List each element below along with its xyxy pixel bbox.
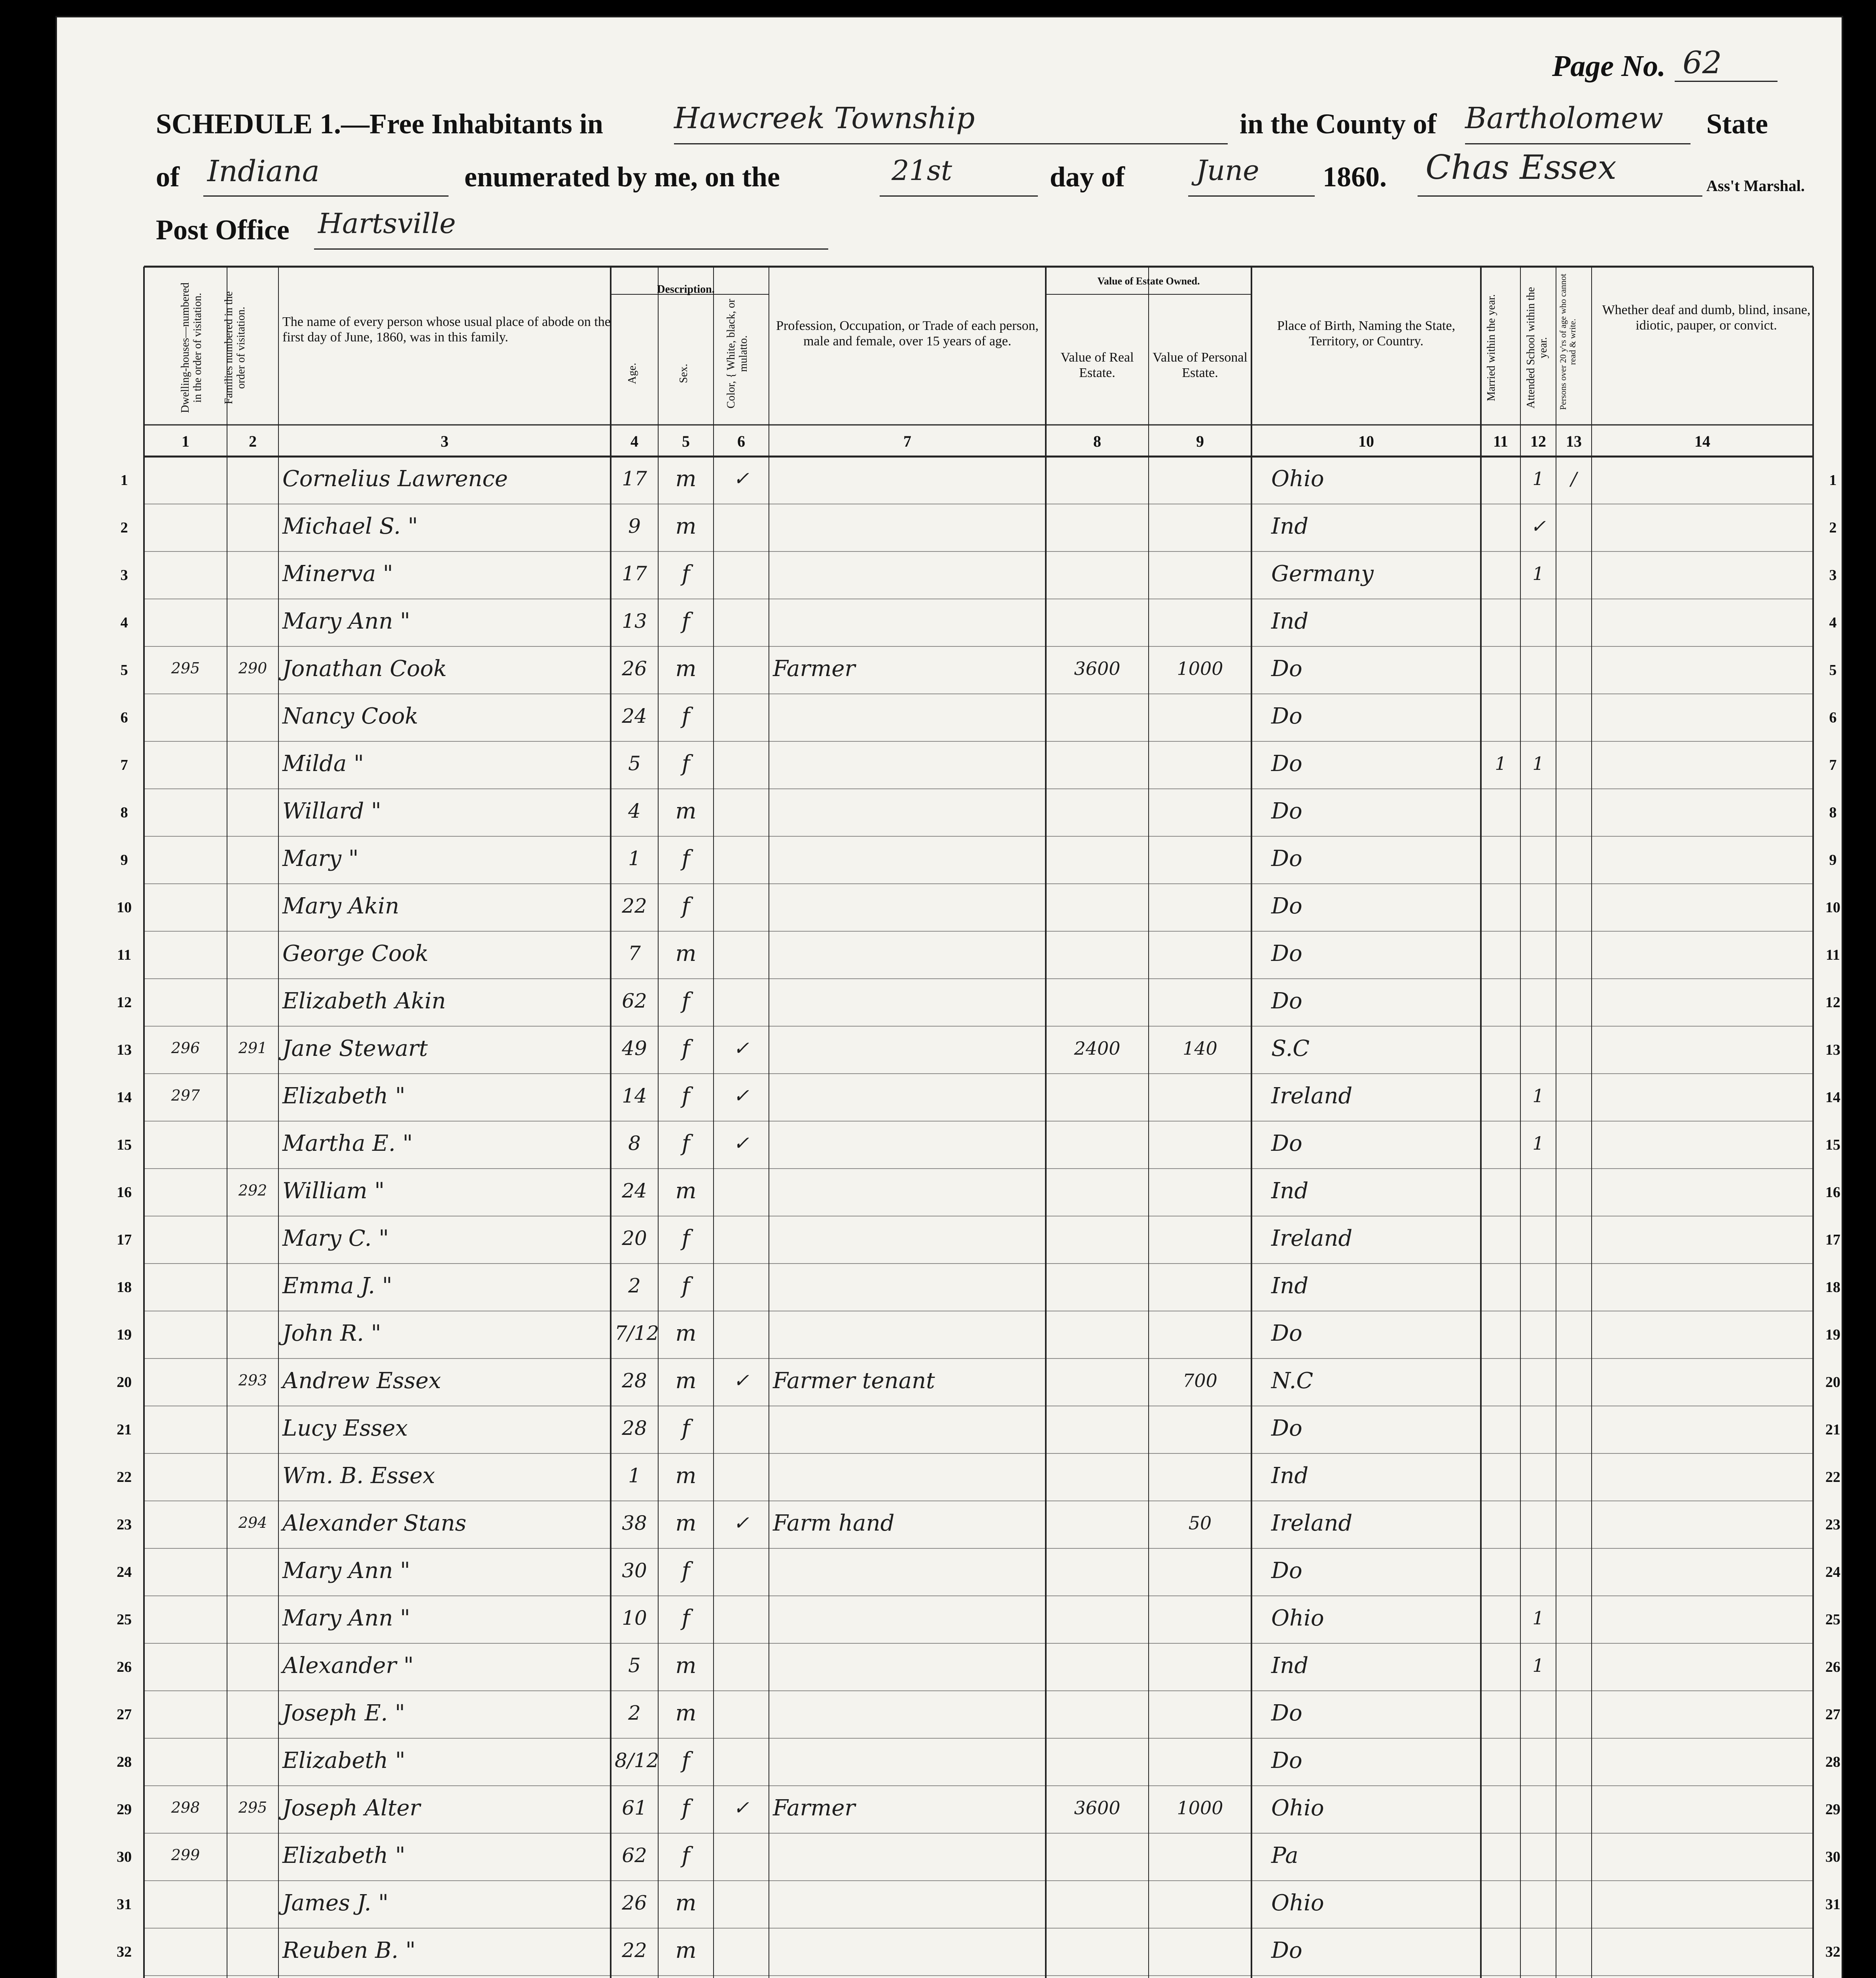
age: 2 xyxy=(628,1274,641,1297)
row-number-right: 19 xyxy=(1825,1326,1840,1343)
column-number-11: 11 xyxy=(1493,432,1508,450)
row-number-left: 11 xyxy=(117,947,131,963)
row-number-left: 18 xyxy=(117,1279,132,1296)
birthplace: Ind xyxy=(1271,608,1309,634)
sex: f xyxy=(681,988,690,1014)
row-number-left: 10 xyxy=(117,899,132,916)
school-mark: 1 xyxy=(1532,1085,1544,1106)
person-name: Mary Akin xyxy=(282,893,399,919)
row-number-left: 7 xyxy=(120,757,128,773)
post-office: Hartsville xyxy=(318,207,456,240)
age: 7/12 xyxy=(615,1322,659,1345)
school-mark: 1 xyxy=(1532,753,1544,774)
sex: f xyxy=(681,751,690,777)
real-estate-value: 3600 xyxy=(1074,658,1121,679)
birthplace: Do xyxy=(1271,1131,1302,1156)
age: 13 xyxy=(622,610,647,633)
school-mark: 1 xyxy=(1532,1607,1544,1629)
row-number-right: 5 xyxy=(1829,662,1837,678)
age: 24 xyxy=(622,1179,647,1202)
real-estate-value: 2400 xyxy=(1074,1038,1121,1059)
family-number: 294 xyxy=(238,1514,267,1531)
row-number-right: 23 xyxy=(1825,1516,1840,1533)
sex: f xyxy=(681,561,690,587)
col-header-1: Dwelling-houses—numbered in the order of visitation. xyxy=(179,282,204,413)
birthplace: Ireland xyxy=(1271,1083,1353,1109)
row-number-right: 20 xyxy=(1825,1374,1840,1391)
birthplace: Ohio xyxy=(1271,1605,1324,1631)
color-mark: ✓ xyxy=(733,1132,750,1154)
col-header-7: Profession, Occupation, or Trade of each person, male and female, over 15 years of age. xyxy=(776,318,1039,349)
row-number-right: 26 xyxy=(1825,1659,1840,1675)
family-number: 293 xyxy=(238,1372,267,1389)
birthplace: Do xyxy=(1271,751,1302,777)
person-name: Cornelius Lawrence xyxy=(282,466,508,492)
marshal-signature: Chas Essex xyxy=(1425,148,1617,187)
row-number-left: 19 xyxy=(117,1326,132,1343)
row-number-left: 8 xyxy=(120,804,128,821)
family-number: 291 xyxy=(238,1039,267,1057)
year-label: 1860. xyxy=(1323,161,1387,193)
row-number-left: 3 xyxy=(120,567,128,584)
col-header-5: Sex. xyxy=(678,364,690,383)
row-number-right: 30 xyxy=(1825,1849,1840,1865)
row-number-left: 9 xyxy=(120,852,128,868)
dwelling-number: 295 xyxy=(171,659,200,677)
age: 1 xyxy=(628,1464,641,1487)
row-number-left: 21 xyxy=(117,1421,132,1438)
row-number-right: 22 xyxy=(1825,1469,1840,1485)
column-number-9: 9 xyxy=(1196,432,1204,450)
sex: m xyxy=(675,1321,697,1346)
column-number-7: 7 xyxy=(903,432,911,450)
birthplace: Ind xyxy=(1271,1273,1309,1299)
age: 22 xyxy=(622,894,647,917)
person-name: James J. " xyxy=(282,1890,389,1916)
sex: m xyxy=(675,1653,697,1679)
person-name: William " xyxy=(282,1178,385,1204)
col-header-11: Married within the year. xyxy=(1485,294,1497,402)
sex: m xyxy=(675,656,697,682)
column-number-3: 3 xyxy=(441,432,449,450)
row-number-left: 26 xyxy=(117,1659,132,1675)
occupation: Farmer xyxy=(773,656,856,682)
column-number-10: 10 xyxy=(1358,432,1374,450)
age: 24 xyxy=(622,705,647,728)
birthplace: Do xyxy=(1271,1700,1302,1726)
column-number-12: 12 xyxy=(1530,432,1546,450)
asst-marshal-label: Ass't Marshal. xyxy=(1706,177,1805,195)
age: 38 xyxy=(622,1512,647,1535)
row-number-left: 30 xyxy=(117,1849,132,1865)
of-label: of xyxy=(156,161,180,193)
row-number-left: 6 xyxy=(120,709,128,726)
col-header-8: Value of Real Estate. xyxy=(1060,350,1134,381)
sex: f xyxy=(681,893,690,919)
birthplace: Do xyxy=(1271,1938,1302,1963)
person-name: Mary Ann " xyxy=(282,608,411,634)
col-header-13: Persons over 20 y'rs of age who cannot read & write. xyxy=(1558,273,1578,410)
column-number-2: 2 xyxy=(249,432,257,450)
sex: m xyxy=(675,941,697,966)
age: 1 xyxy=(628,847,641,870)
sex: f xyxy=(681,1795,690,1821)
age: 7 xyxy=(628,942,641,965)
age: 28 xyxy=(622,1417,647,1440)
birthplace: S.C xyxy=(1271,1036,1310,1061)
enumeration-month: June xyxy=(1196,154,1259,187)
sex: m xyxy=(675,1510,697,1536)
person-name: George Cook xyxy=(282,941,429,966)
read-write-mark: / xyxy=(1571,468,1577,489)
person-name: Alexander Stans xyxy=(282,1510,467,1536)
row-number-right: 31 xyxy=(1825,1896,1840,1913)
birthplace: Ind xyxy=(1271,513,1309,539)
birthplace: Ireland xyxy=(1271,1226,1353,1251)
birthplace: Do xyxy=(1271,703,1302,729)
row-number-right: 15 xyxy=(1825,1137,1840,1153)
dwelling-number: 297 xyxy=(171,1087,200,1104)
sex: f xyxy=(681,608,690,634)
person-name: Joseph E. " xyxy=(282,1700,405,1726)
person-name: Mary " xyxy=(282,846,359,872)
state: Indiana xyxy=(207,154,320,188)
row-number-left: 4 xyxy=(120,614,128,631)
row-number-right: 6 xyxy=(1829,709,1837,726)
row-number-right: 14 xyxy=(1825,1089,1840,1106)
row-number-left: 16 xyxy=(117,1184,132,1201)
person-name: Jane Stewart xyxy=(282,1036,428,1061)
row-number-left: 29 xyxy=(117,1801,132,1818)
census-page xyxy=(55,16,1843,1978)
occupation: Farmer xyxy=(773,1795,856,1821)
person-name: Mary Ann " xyxy=(282,1558,411,1584)
personal-estate-value: 140 xyxy=(1183,1038,1217,1059)
person-name: Elizabeth " xyxy=(282,1748,405,1773)
personal-estate-value: 700 xyxy=(1183,1370,1217,1391)
school-mark: 1 xyxy=(1532,1133,1544,1154)
schedule-label: SCHEDULE 1.—Free Inhabitants in xyxy=(156,108,603,140)
row-number-left: 28 xyxy=(117,1754,132,1770)
birthplace: Ohio xyxy=(1271,1795,1324,1821)
age: 4 xyxy=(628,800,641,822)
sex: m xyxy=(675,1700,697,1726)
birthplace: Do xyxy=(1271,656,1302,682)
row-number-left: 12 xyxy=(117,994,132,1011)
married-mark: 1 xyxy=(1495,753,1507,774)
person-name: Milda " xyxy=(282,751,364,777)
color-mark: ✓ xyxy=(733,1512,750,1534)
row-number-right: 1 xyxy=(1829,472,1837,489)
row-number-right: 3 xyxy=(1829,567,1837,584)
row-number-left: 2 xyxy=(120,519,128,536)
person-name: Minerva " xyxy=(282,561,393,587)
birthplace: Ohio xyxy=(1271,466,1324,492)
row-number-right: 2 xyxy=(1829,519,1837,536)
birthplace: Germany xyxy=(1271,561,1374,587)
birthplace: Ind xyxy=(1271,1178,1309,1204)
color-mark: ✓ xyxy=(733,468,750,490)
age: 8 xyxy=(628,1132,641,1155)
row-number-right: 13 xyxy=(1825,1042,1840,1058)
county-label: in the County of xyxy=(1240,108,1437,140)
person-name: Joseph Alter xyxy=(282,1795,420,1821)
sex: f xyxy=(681,1415,690,1441)
sex: f xyxy=(681,1036,690,1061)
sex: f xyxy=(681,1843,690,1868)
sex: f xyxy=(681,703,690,729)
row-number-left: 23 xyxy=(117,1516,132,1533)
birthplace: Ohio xyxy=(1271,1890,1324,1916)
row-number-left: 15 xyxy=(117,1137,132,1153)
row-number-right: 11 xyxy=(1826,947,1840,963)
age: 5 xyxy=(628,1654,641,1677)
sex: f xyxy=(681,1748,690,1773)
person-name: Lucy Essex xyxy=(282,1415,408,1441)
row-number-right: 7 xyxy=(1829,757,1837,773)
sex: m xyxy=(675,1368,697,1394)
age: 14 xyxy=(622,1084,647,1107)
county: Bartholomew xyxy=(1465,101,1664,135)
birthplace: Do xyxy=(1271,1321,1302,1346)
column-number-1: 1 xyxy=(182,432,189,450)
row-number-right: 9 xyxy=(1829,852,1837,868)
real-estate-value: 3600 xyxy=(1074,1797,1121,1819)
state-label: State xyxy=(1706,108,1768,140)
school-mark: 1 xyxy=(1532,468,1544,489)
enumeration-day: 21st xyxy=(892,154,952,187)
sex: m xyxy=(675,1463,697,1489)
age: 26 xyxy=(622,1891,647,1914)
column-number-8: 8 xyxy=(1093,432,1101,450)
sex: f xyxy=(681,1083,690,1109)
age: 49 xyxy=(622,1037,647,1060)
family-number: 292 xyxy=(238,1182,267,1199)
person-name: Elizabeth " xyxy=(282,1843,405,1868)
age: 62 xyxy=(622,1844,647,1867)
color-mark: ✓ xyxy=(733,1370,750,1392)
person-name: Alexander " xyxy=(282,1653,414,1679)
row-number-left: 31 xyxy=(117,1896,132,1913)
age: 28 xyxy=(622,1369,647,1392)
row-number-left: 17 xyxy=(117,1232,132,1248)
row-number-left: 22 xyxy=(117,1469,132,1485)
personal-estate-value: 1000 xyxy=(1177,658,1223,679)
row-number-right: 4 xyxy=(1829,614,1837,631)
column-number-13: 13 xyxy=(1566,432,1582,450)
age: 22 xyxy=(622,1939,647,1962)
sex: m xyxy=(675,1890,697,1916)
person-name: Andrew Essex xyxy=(282,1368,441,1394)
age: 30 xyxy=(622,1559,647,1582)
person-name: Elizabeth Akin xyxy=(282,988,446,1014)
person-name: Nancy Cook xyxy=(282,703,418,729)
estate-group: Value of Estate Owned. xyxy=(1097,275,1200,287)
family-number: 290 xyxy=(238,659,267,677)
dwelling-number: 299 xyxy=(171,1846,200,1864)
age: 26 xyxy=(622,657,647,680)
school-mark: 1 xyxy=(1532,1655,1544,1676)
enumerated-label: enumerated by me, on the xyxy=(464,161,780,193)
birthplace: Do xyxy=(1271,988,1302,1014)
age: 17 xyxy=(622,467,647,490)
family-number: 295 xyxy=(238,1799,267,1816)
dwelling-number: 296 xyxy=(171,1039,200,1057)
day-of-label: day of xyxy=(1050,161,1125,193)
row-number-right: 21 xyxy=(1825,1421,1840,1438)
row-number-left: 25 xyxy=(117,1611,132,1628)
row-number-right: 16 xyxy=(1825,1184,1840,1201)
sex: f xyxy=(681,846,690,872)
color-mark: ✓ xyxy=(733,1037,750,1059)
color-mark: ✓ xyxy=(733,1797,750,1819)
col-header-6: Color, { White, black, or mulatto. xyxy=(725,299,750,409)
page-number: 62 xyxy=(1683,45,1722,81)
sex: m xyxy=(675,1178,697,1204)
birthplace: Do xyxy=(1271,941,1302,966)
sex: m xyxy=(675,466,697,492)
row-number-left: 32 xyxy=(117,1944,132,1960)
age: 62 xyxy=(622,989,647,1012)
col-header-14: Whether deaf and dumb, blind, insane, idiotic, pauper, or convict. xyxy=(1602,303,1811,333)
occupation: Farmer tenant xyxy=(773,1368,935,1394)
person-name: Martha E. " xyxy=(282,1131,413,1156)
col-header-4: Age. xyxy=(626,363,638,384)
sex: m xyxy=(675,513,697,539)
person-name: Mary C. " xyxy=(282,1226,389,1251)
col-header-12: Attended School within the year. xyxy=(1525,287,1549,409)
sex: f xyxy=(681,1558,690,1584)
birthplace: Do xyxy=(1271,1748,1302,1773)
row-number-left: 5 xyxy=(120,662,128,678)
row-number-left: 13 xyxy=(117,1042,132,1058)
sex: m xyxy=(675,1938,697,1963)
birthplace: Pa xyxy=(1271,1843,1299,1868)
sex: f xyxy=(681,1273,690,1299)
age: 20 xyxy=(622,1227,647,1250)
page-number-label: Page No. xyxy=(1552,49,1666,83)
birthplace: Ireland xyxy=(1271,1510,1353,1536)
birthplace: N.C xyxy=(1271,1368,1314,1394)
age: 10 xyxy=(622,1607,647,1629)
person-name: Willard " xyxy=(282,798,381,824)
birthplace: Do xyxy=(1271,1558,1302,1584)
person-name: Michael S. " xyxy=(282,513,418,539)
age: 9 xyxy=(628,515,641,538)
birthplace: Do xyxy=(1271,798,1302,824)
row-number-left: 24 xyxy=(117,1564,132,1580)
color-mark: ✓ xyxy=(733,1085,750,1107)
post-office-label: Post Office xyxy=(156,214,290,246)
description-group: Description. xyxy=(657,283,715,296)
column-number-6: 6 xyxy=(737,432,745,450)
personal-estate-value: 1000 xyxy=(1177,1797,1223,1819)
row-number-right: 28 xyxy=(1825,1754,1840,1770)
row-number-left: 14 xyxy=(117,1089,132,1106)
column-number-4: 4 xyxy=(630,432,638,450)
occupation: Farm hand xyxy=(773,1510,895,1536)
birthplace: Do xyxy=(1271,893,1302,919)
school-mark: ✓ xyxy=(1530,515,1546,537)
sex: f xyxy=(681,1605,690,1631)
row-number-right: 10 xyxy=(1825,899,1840,916)
township: Hawcreek Township xyxy=(674,101,975,135)
age: 17 xyxy=(622,562,647,585)
col-header-2: Families numbered in the order of visitation. xyxy=(223,291,247,404)
personal-estate-value: 50 xyxy=(1188,1512,1212,1534)
person-name: Reuben B. " xyxy=(282,1938,416,1963)
column-number-5: 5 xyxy=(682,432,690,450)
row-number-left: 1 xyxy=(120,472,128,489)
row-number-right: 17 xyxy=(1825,1232,1840,1248)
person-name: Mary Ann " xyxy=(282,1605,411,1631)
person-name: John R. " xyxy=(282,1321,381,1346)
row-number-left: 27 xyxy=(117,1706,132,1723)
school-mark: 1 xyxy=(1532,563,1544,584)
column-number-14: 14 xyxy=(1694,432,1710,450)
person-name: Jonathan Cook xyxy=(282,656,447,682)
birthplace: Ind xyxy=(1271,1653,1309,1679)
row-number-right: 8 xyxy=(1829,804,1837,821)
person-name: Emma J. " xyxy=(282,1273,392,1299)
col-header-9: Value of Personal Estate. xyxy=(1153,350,1248,381)
row-number-right: 25 xyxy=(1825,1611,1840,1628)
row-number-right: 18 xyxy=(1825,1279,1840,1296)
age: 2 xyxy=(628,1701,641,1724)
sex: m xyxy=(675,798,697,824)
row-number-right: 29 xyxy=(1825,1801,1840,1818)
row-number-left: 20 xyxy=(117,1374,132,1391)
age: 8/12 xyxy=(615,1749,659,1772)
row-number-right: 24 xyxy=(1825,1564,1840,1580)
row-number-right: 27 xyxy=(1825,1706,1840,1723)
age: 5 xyxy=(628,752,641,775)
row-number-right: 12 xyxy=(1825,994,1840,1011)
col-header-10: Place of Birth, Naming the State, Territory, or Country. xyxy=(1277,318,1456,349)
person-name: Wm. B. Essex xyxy=(282,1463,435,1489)
dwelling-number: 298 xyxy=(171,1799,200,1816)
col-header-3: The name of every person whose usual place of abode on the first day of June, 1860, was in this family. xyxy=(282,315,611,345)
birthplace: Do xyxy=(1271,846,1302,872)
sex: f xyxy=(681,1226,690,1251)
age: 61 xyxy=(622,1796,647,1819)
sex: f xyxy=(681,1131,690,1156)
birthplace: Ind xyxy=(1271,1463,1309,1489)
birthplace: Do xyxy=(1271,1415,1302,1441)
person-name: Elizabeth " xyxy=(282,1083,405,1109)
row-number-right: 32 xyxy=(1825,1944,1840,1960)
